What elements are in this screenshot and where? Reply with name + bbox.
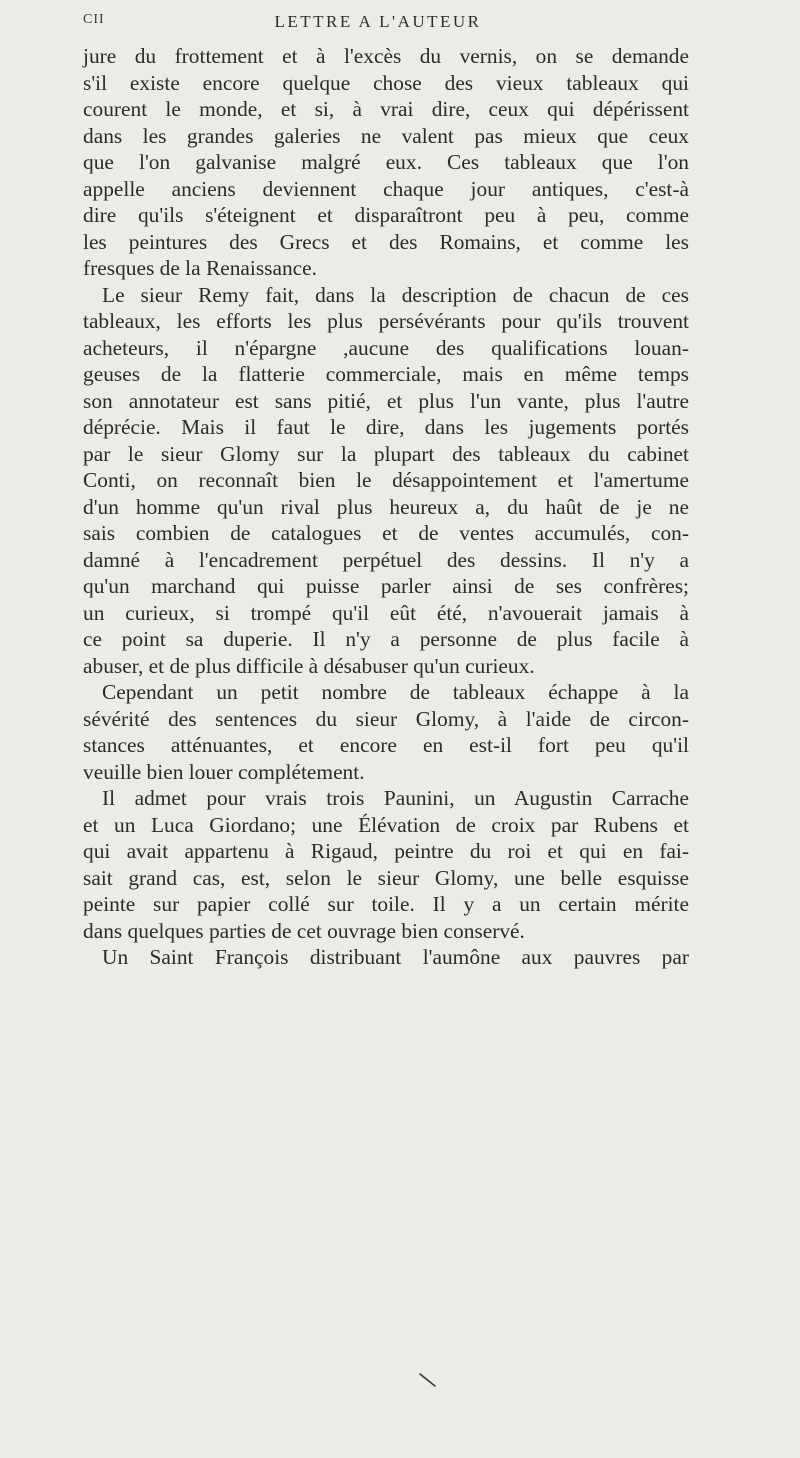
text-line: stances atténuantes, et encore en est-il fort peu qu'il	[83, 733, 689, 757]
text-line: fresques de la Renaissance.	[83, 256, 318, 280]
text-line: geuses de la flatterie commerciale, mais en même temps	[83, 362, 689, 386]
text-line: acheteurs, il n'épargne ,aucune des qualifications louan-	[83, 335, 689, 360]
text-line: Le sieur Remy fait, dans la description de chacun de ces	[102, 282, 689, 307]
text-line: Cependant un petit nombre de tableaux échappe à la	[102, 680, 689, 704]
text-line: Un Saint François distribuant l'aumône aux pauvres par	[102, 945, 689, 969]
text-line: s'il existe encore quelque chose des vieux tableaux qui	[83, 70, 689, 95]
text-line: dire qu'ils s'éteignent et disparaîtront peu à peu, comme	[83, 203, 689, 227]
text-line: sait grand cas, est, selon le sieur Glomy, une belle esquisse	[83, 865, 689, 890]
text-line: sévérité des sentences du sieur Glomy, à l'aide de circon-	[83, 706, 689, 731]
text-line: Conti, on reconnaît bien le désappointement et l'amertume	[83, 468, 689, 492]
running-head	[83, 12, 673, 36]
text-line: son annotateur est sans pitié, et plus l'un vante, plus l'autre	[83, 388, 689, 413]
body-text	[83, 43, 689, 971]
text-line: qu'un marchand qui puisse parler ainsi de ses confrères;	[83, 574, 689, 598]
text-line: dans quelques parties de cet ouvrage bien conservé.	[83, 918, 525, 943]
text-line: d'un homme qu'un rival plus heureux a, du haût de je ne	[83, 494, 689, 519]
text-line: et un Luca Giordano; une Élévation de croix par Rubens et	[83, 812, 689, 837]
pencil-stroke-icon	[419, 1373, 437, 1387]
text-line: appelle anciens deviennent chaque jour antiques, c'est-à	[83, 176, 689, 201]
text-line: un curieux, si trompé qu'il eût été, n'avouerait jamais à	[83, 600, 689, 625]
text-line: courent le monde, et si, à vrai dire, ceux qui dépérissent	[83, 97, 689, 121]
page-number: CII	[83, 12, 105, 27]
text-line: dans les grandes galeries ne valent pas mieux que ceux	[83, 123, 689, 148]
text-line: Il admet pour vrais trois Paunini, un Augustin Carrache	[102, 786, 689, 810]
text-line: jure du frottement et à l'excès du vernis, on se demande	[83, 44, 689, 68]
text-line: damné à l'encadrement perpétuel des dessins. Il n'y a	[83, 547, 689, 572]
text-line: sais combien de catalogues et de ventes accumulés, con-	[83, 521, 689, 545]
text-line: qui avait appartenu à Rigaud, peintre du roi et qui en fai-	[83, 839, 689, 863]
text-line: abuser, et de plus difficile à désabuser qu'un curieux.	[83, 653, 535, 678]
text-line: par le sieur Glomy sur la plupart des tableaux du cabinet	[83, 441, 689, 466]
text-line: peinte sur papier collé sur toile. Il y a un certain mérite	[83, 892, 689, 916]
text-line: les peintures des Grecs et des Romains, et comme les	[83, 229, 689, 254]
text-line: ce point sa duperie. Il n'y a personne de plus facile à	[83, 627, 689, 651]
text-line: déprécie. Mais il faut le dire, dans les jugements portés	[83, 415, 689, 439]
text-line: tableaux, les efforts les plus persévérants pour qu'ils trouvent	[83, 309, 689, 333]
text-line: que l'on galvanise malgré eux. Ces tableaux que l'on	[83, 150, 689, 174]
running-title: LETTRE A L'AUTEUR	[274, 12, 482, 31]
text-line: veuille bien louer complétement.	[83, 759, 365, 784]
